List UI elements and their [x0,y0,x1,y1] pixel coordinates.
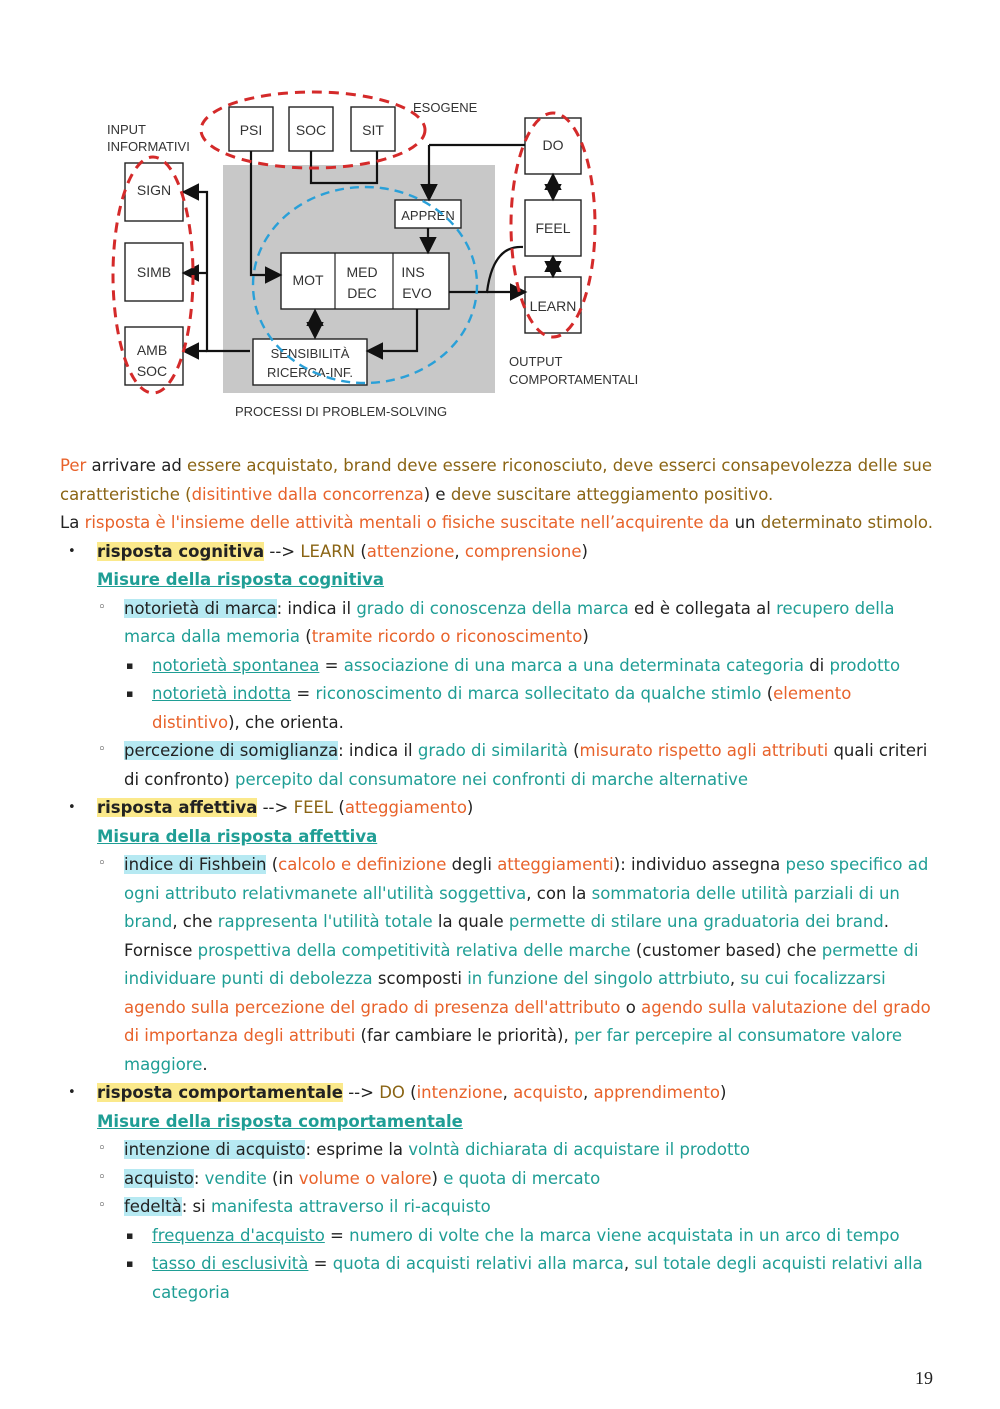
text-span: permette di [821,940,919,960]
text-span: elemento [773,684,852,703]
bullet: • [68,800,76,815]
text-span: essere acquistato [187,456,333,475]
text-span: ) [719,1083,727,1102]
list-item-spontanea [60,652,940,681]
text-span: grado di similarità [417,741,568,760]
text-span: o [620,997,642,1017]
text-span: brand [124,912,173,931]
text-span: = [308,1254,333,1273]
text-span: scomposti [372,969,468,988]
text-span: ( [300,627,312,646]
text-span: ): individuo assegna [613,855,786,874]
term-highlight: intenzione di acquisto [124,1140,306,1159]
bullet: ▪ [126,687,134,700]
text-span: atteggiamenti [497,855,614,874]
text-span: , [583,1083,594,1102]
text-span: disitintive dalla concorrenza [191,484,424,504]
text-span: Per [60,456,87,475]
text-span: DO [379,1083,405,1102]
text-span: tramite ricordo o riconoscimento [311,627,583,646]
bullet: ◦ [98,1169,106,1185]
text-span: determinato stimolo. [760,513,933,532]
text-span: , con la [526,883,592,903]
text-span: caratteristiche ( [60,484,192,504]
list-item-acquisto [60,1165,940,1194]
measures-cognitive [60,566,940,595]
subheading: Misure della risposta comportamentale [97,1111,463,1131]
text-span: = [319,655,344,675]
box-evo-label: EVO [402,285,432,301]
fishbein-line-5 [60,965,940,994]
list-item-affective [60,794,940,823]
text-span: , [729,969,741,988]
box-med-label: MED [346,264,378,280]
text-span: in funzione del singolo attrbiuto [467,969,730,988]
fishbein-line-6 [60,994,940,1023]
text-span: , [454,541,465,561]
text-span: di confronto) [124,769,235,789]
text-span: rappresenta l'utilità totale [217,912,433,931]
text-span: sul totale degli acquisti relativi alla [634,1254,923,1273]
text-span: (customer based) che [630,940,822,960]
text-span: ( [266,855,279,874]
document-body [60,452,940,1307]
bullet: ◦ [98,856,106,871]
box-learn-label: LEARN [529,298,577,314]
fishbein-line-8 [60,1051,940,1080]
box-sit-label: SIT [362,122,384,138]
text-span: comprensione [464,541,582,561]
text-span: risposta è l'insieme delle attività mentali o fisiche suscitate nell’acquirente da [84,513,730,532]
text-span: permette di stilare una graduatoria dei brand [508,912,884,931]
list-item-frequenza [60,1222,940,1251]
input-label-2: INFORMATIVI [107,139,190,154]
box-simb-label: SIMB [136,264,172,280]
bullet: • [68,1085,76,1100]
fishbein-line-2 [60,880,940,909]
text-span: ) [582,627,589,646]
bullet: ▪ [126,658,134,672]
list-item-indotta [60,680,940,709]
text-span: ( [761,684,774,703]
text-span: volntà dichiarata di acquistare il prodotto [408,1140,751,1159]
box-soc-label: SOC [136,363,168,379]
subheading: Misure della risposta cognitiva [97,570,385,589]
list-item-somiglianza-cont [60,766,940,795]
text-span: grado di conoscenza della marca [356,598,629,618]
text-span: ) [431,1168,444,1188]
text-span: riconoscimento di marca sollecitato da qualche stimlo [315,684,762,703]
text-span: , [502,1083,514,1102]
list-item-tasso-cont [60,1279,940,1308]
text-span: ogni attributo relativmanete all'utilità soggettiva [124,883,527,903]
text-span: --> [264,541,301,561]
intro-line-2 [60,481,940,510]
text-span: ( [567,741,580,760]
text-span: di importanza degli attributi [124,1026,356,1045]
text-span: associazione di una marca a una determinata categoria [343,655,804,675]
text-span: individuare punti di debolezza [124,969,373,988]
box-sign-label: SIGN [136,182,172,198]
output-label-1: OUTPUT [509,354,563,369]
box-mot-label: MOT [292,272,324,288]
text-span: ( [404,1083,417,1102]
text-span: ), che orienta. [228,712,344,732]
text-span: misurato rispetto agli attributi [579,741,829,760]
term-highlight: indice di Fishbein [124,855,267,874]
text-span: percepito dal consumatore nei confronti di marche alternative [234,769,749,789]
list-item-cognitive [60,538,940,567]
text-span: ( [333,798,345,817]
text-span: (far cambiare le priorità), [355,1026,574,1045]
box-dec-label: DEC [347,285,377,301]
list-item-intenzione [60,1136,940,1165]
bullet: ◦ [98,1198,106,1213]
text-span: , che [172,912,218,931]
bullet: ▪ [126,1257,134,1270]
text-span: acquisto [513,1083,584,1102]
heading-behavioral: risposta comportamentale [97,1083,343,1102]
text-span: manifesta attraverso il ri-acquisto [210,1197,491,1216]
fishbein-line-4 [60,937,940,966]
text-span: attenzione [366,541,455,561]
text-span: calcolo e definizione [278,855,447,874]
text-span: ) [466,798,474,817]
box-sensibilita-label-1: SENSIBILITÀ [270,346,350,361]
text-span: La [60,513,85,532]
text-span: volume o valore [298,1168,432,1188]
box-psi-label: PSI [239,122,263,138]
text-span: distintivo [152,712,229,732]
fishbein-line-3 [60,908,940,937]
text-span: deve suscitare atteggiamento positivo. [450,484,774,504]
term-highlight: notorietà di marca [124,598,277,618]
text-span: , [623,1254,635,1273]
text-span: per far percepire al consumatore valore [573,1026,903,1045]
box-appren-label: APPREN [401,208,455,223]
fishbein-line-7 [60,1022,940,1051]
text-span: --> [257,798,294,817]
text-span: atteggiamento [344,798,467,817]
intro-line-3 [60,509,940,538]
diagram-caption: PROCESSI DI PROBLEM-SOLVING [235,404,448,419]
text-span: un [729,513,761,532]
text-span: quota di acquisti relativi alla marca [332,1254,624,1273]
bullet: ◦ [98,742,106,757]
term-underlined: tasso di esclusività [152,1254,309,1273]
list-item-somiglianza [60,737,940,766]
text-span: recupero della [776,598,895,618]
list-item-indotta-cont [60,709,940,738]
text-span: : [193,1168,205,1188]
box-soc-exo-label: SOC [295,122,327,138]
text-span: la quale [432,912,509,931]
box-do-label: DO [542,137,564,153]
text-span: e quota di mercato [443,1168,601,1188]
list-item-fishbein [60,851,940,880]
text-span: intenzione [416,1083,503,1102]
text-span: Fornisce [124,940,198,960]
measures-affective [60,823,940,852]
text-span: categoria [152,1282,230,1302]
text-span: agendo sulla percezione del grado di presenza dell'attributo [124,997,621,1017]
term-underlined: notorietà indotta [152,684,292,703]
text-span: agendo sulla valutazione del grado [641,997,931,1017]
esogene-label: ESOGENE [413,100,478,115]
text-span: marca dalla memoria [124,627,301,646]
text-span: (in [266,1168,299,1188]
text-span: : si [181,1197,211,1216]
input-label-1: INPUT [107,122,146,137]
text-span: sommatoria delle utilità parziali di un [591,883,900,903]
text-span: : esprime la [305,1140,409,1159]
box-amb-label: AMB [136,342,168,358]
bullet: ◦ [98,1141,106,1156]
text-span: numero di volte che la marca viene acquistata in un arco di tempo [349,1225,900,1245]
term-underlined: frequenza d'acquisto [152,1225,325,1245]
text-span: quali criteri [828,741,928,760]
text-span: apprendimento [593,1083,720,1102]
term-highlight: acquisto [124,1168,194,1188]
list-item-notorieta [60,595,940,624]
text-span: su cui focalizzarsi [740,969,886,988]
subheading: Misura della risposta affettiva [97,826,378,846]
text-span: di [803,655,830,675]
text-span: . [202,1054,208,1074]
text-span: : indica il [338,741,418,760]
measures-behavioral [60,1108,940,1137]
text-span: ed è collegata al [628,598,777,618]
term-highlight: percezione di somiglianza [124,741,339,760]
text-span: = [324,1225,350,1245]
text-span: ( [355,541,367,561]
text-span: . [883,912,890,931]
intro-line-1 [60,452,940,481]
heading-affective: risposta affettiva [97,798,258,817]
text-span: arrivare ad [86,456,188,475]
heading-cognitive: risposta cognitiva [97,541,265,561]
output-label-2: COMPORTAMENTALI [509,372,639,387]
list-item-notorieta-cont [60,623,940,652]
bullet: ▪ [126,1228,134,1242]
text-span: vendite [204,1168,267,1188]
text-span: = [291,684,316,703]
term-highlight: fedeltà [124,1197,182,1216]
list-item-tasso [60,1250,940,1279]
bullet: • [68,543,76,559]
text-span: maggiore [124,1054,203,1074]
problem-solving-diagram [95,85,695,430]
list-item-fedelta [60,1193,940,1222]
text-span: : indica il [276,598,357,618]
text-span: ) e [423,484,451,504]
page-number: 19 [915,1368,933,1388]
text-span: degli [446,855,498,874]
text-span: prospettiva della competitività relativa delle marche [197,940,631,960]
term-underlined: notorietà spontanea [152,655,320,675]
list-item-behavioral [60,1079,940,1108]
text-span: prodotto [829,655,901,675]
text-span: FEEL [293,798,334,817]
box-feel-label: FEEL [535,220,571,236]
box-sensibilita-label-2: RICERCA-INF. [267,365,353,380]
text-span: --> [342,1083,380,1102]
text-span: , brand deve essere riconosciuto, deve esserci consapevolezza delle sue [332,456,933,475]
text-span: LEARN [300,541,356,561]
text-span: ) [581,541,588,561]
box-ins-label: INS [401,264,425,280]
bullet: ◦ [98,599,106,615]
text-span: peso specifico ad [785,855,929,874]
